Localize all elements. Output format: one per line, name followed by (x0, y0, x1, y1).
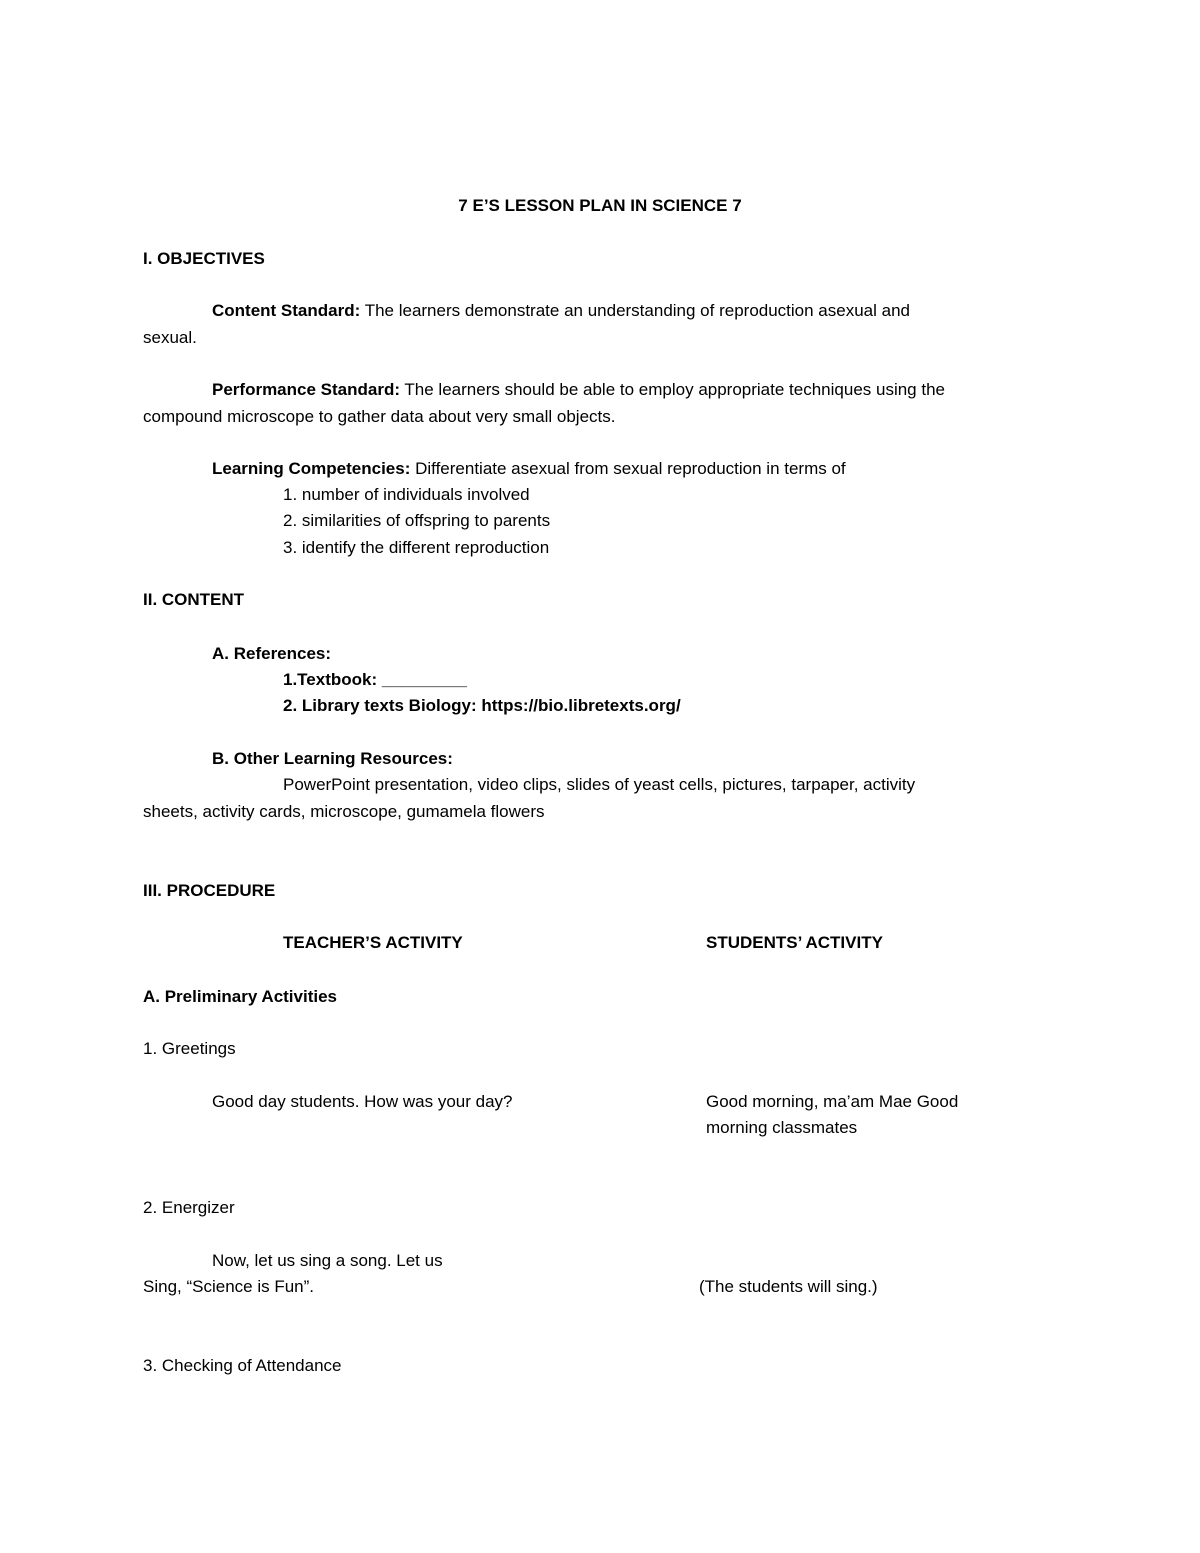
procedure-heading: III. PROCEDURE (143, 881, 276, 900)
content-standard: Content Standard: The learners demonstrate an understanding of reproduction asexual and (212, 301, 910, 320)
competency-item: 2. similarities of offspring to parents (283, 511, 551, 530)
attendance-label: 3. Checking of Attendance (143, 1356, 342, 1375)
document-title: 7 E’S LESSON PLAN IN SCIENCE 7 (458, 196, 742, 215)
preliminary-activities: A. Preliminary Activities (143, 987, 338, 1006)
content-heading: II. CONTENT (143, 590, 245, 609)
students-activity-header: STUDENTS’ ACTIVITY (706, 933, 883, 952)
reference-library: 2. Library texts Biology: https://bio.libretexts.org/ (283, 696, 681, 715)
competency-item: 1. number of individuals involved (283, 485, 530, 504)
references-label: A. References: (212, 644, 332, 663)
performance-standard-cont: compound microscope to gather data about very small objects. (143, 407, 616, 426)
objectives-heading: I. OBJECTIVES (143, 249, 265, 268)
greet-student: Good morning, ma’am Mae Good (706, 1092, 959, 1111)
energizer-teacher: Now, let us sing a song. Let us (212, 1251, 443, 1270)
greetings-label: 1. Greetings (143, 1039, 236, 1058)
energizer-label: 2. Energizer (143, 1198, 235, 1217)
energizer-student: (The students will sing.) (699, 1277, 878, 1296)
performance-standard: Performance Standard: The learners should be able to employ appropriate techniques using the (212, 380, 945, 399)
other-resources-cont: sheets, activity cards, microscope, gumamela flowers (143, 802, 545, 821)
other-resources-label: B. Other Learning Resources: (212, 749, 453, 768)
energizer-teacher-cont: Sing, “Science is Fun”. (143, 1277, 315, 1296)
competency-item: 3. identify the different reproduction (283, 538, 550, 557)
content-standard-cont: sexual. (143, 328, 197, 347)
greet-teacher: Good day students. How was your day? (212, 1092, 513, 1111)
reference-textbook: 1.Textbook: _________ (283, 670, 467, 689)
other-resources-text: PowerPoint presentation, video clips, slides of yeast cells, pictures, tarpaper, activity (283, 775, 916, 794)
teacher-activity-header: TEACHER’S ACTIVITY (283, 933, 463, 952)
greet-student-cont: morning classmates (706, 1118, 858, 1137)
learning-competencies: Learning Competencies: Differentiate asexual from sexual reproduction in terms of (212, 459, 846, 478)
